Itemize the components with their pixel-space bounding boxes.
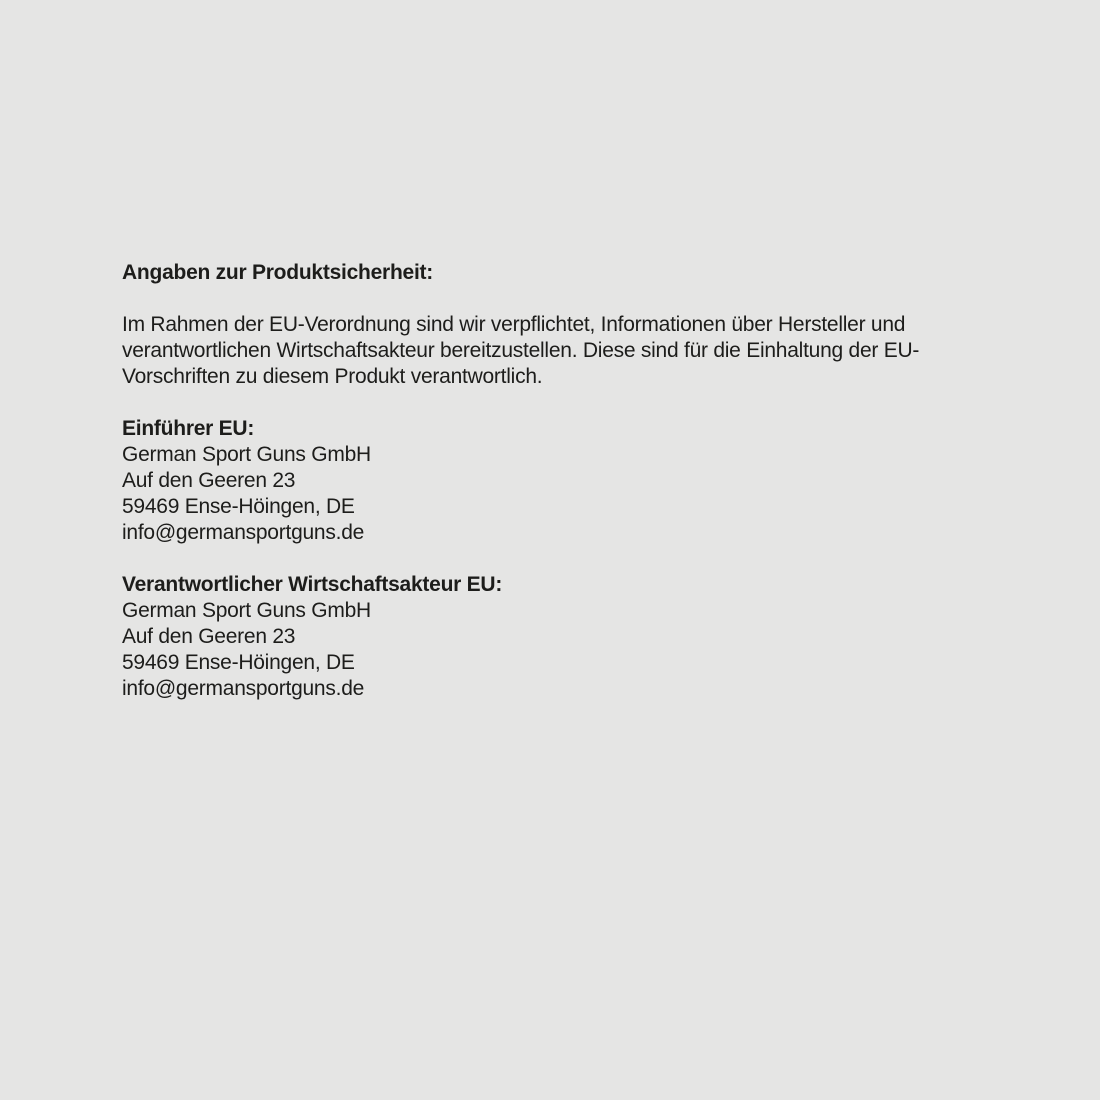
economic-operator-email: info@germansportguns.de [122, 677, 365, 700]
economic-operator-city: 59469 Ense-Höingen, DE [122, 651, 355, 674]
intro-paragraph: Im Rahmen der EU-Verordnung sind wir verpflichtet, Informationen über Hersteller und verantwortlichen Wirtschaftsakteur bereitzustellen. Diese sind für die Einhaltung der EU-Vorschriften zu diesem Produkt verantwortlich. [122, 313, 920, 388]
importer-label: Einführer EU: [122, 417, 255, 440]
importer-street: Auf den Geeren 23 [122, 469, 296, 492]
economic-operator-street: Auf den Geeren 23 [122, 625, 296, 648]
importer-city: 59469 Ense-Höingen, DE [122, 495, 355, 518]
section-heading: Angaben zur Produktsicherheit: [122, 261, 434, 284]
importer-email: info@germansportguns.de [122, 521, 365, 544]
importer-block [122, 416, 982, 546]
economic-operator-company: German Sport Guns GmbH [122, 599, 371, 622]
importer-company: German Sport Guns GmbH [122, 443, 371, 466]
economic-operator-label: Verantwortlicher Wirtschaftsakteur EU: [122, 573, 503, 596]
product-safety-info [122, 260, 982, 702]
economic-operator-block [122, 572, 982, 702]
